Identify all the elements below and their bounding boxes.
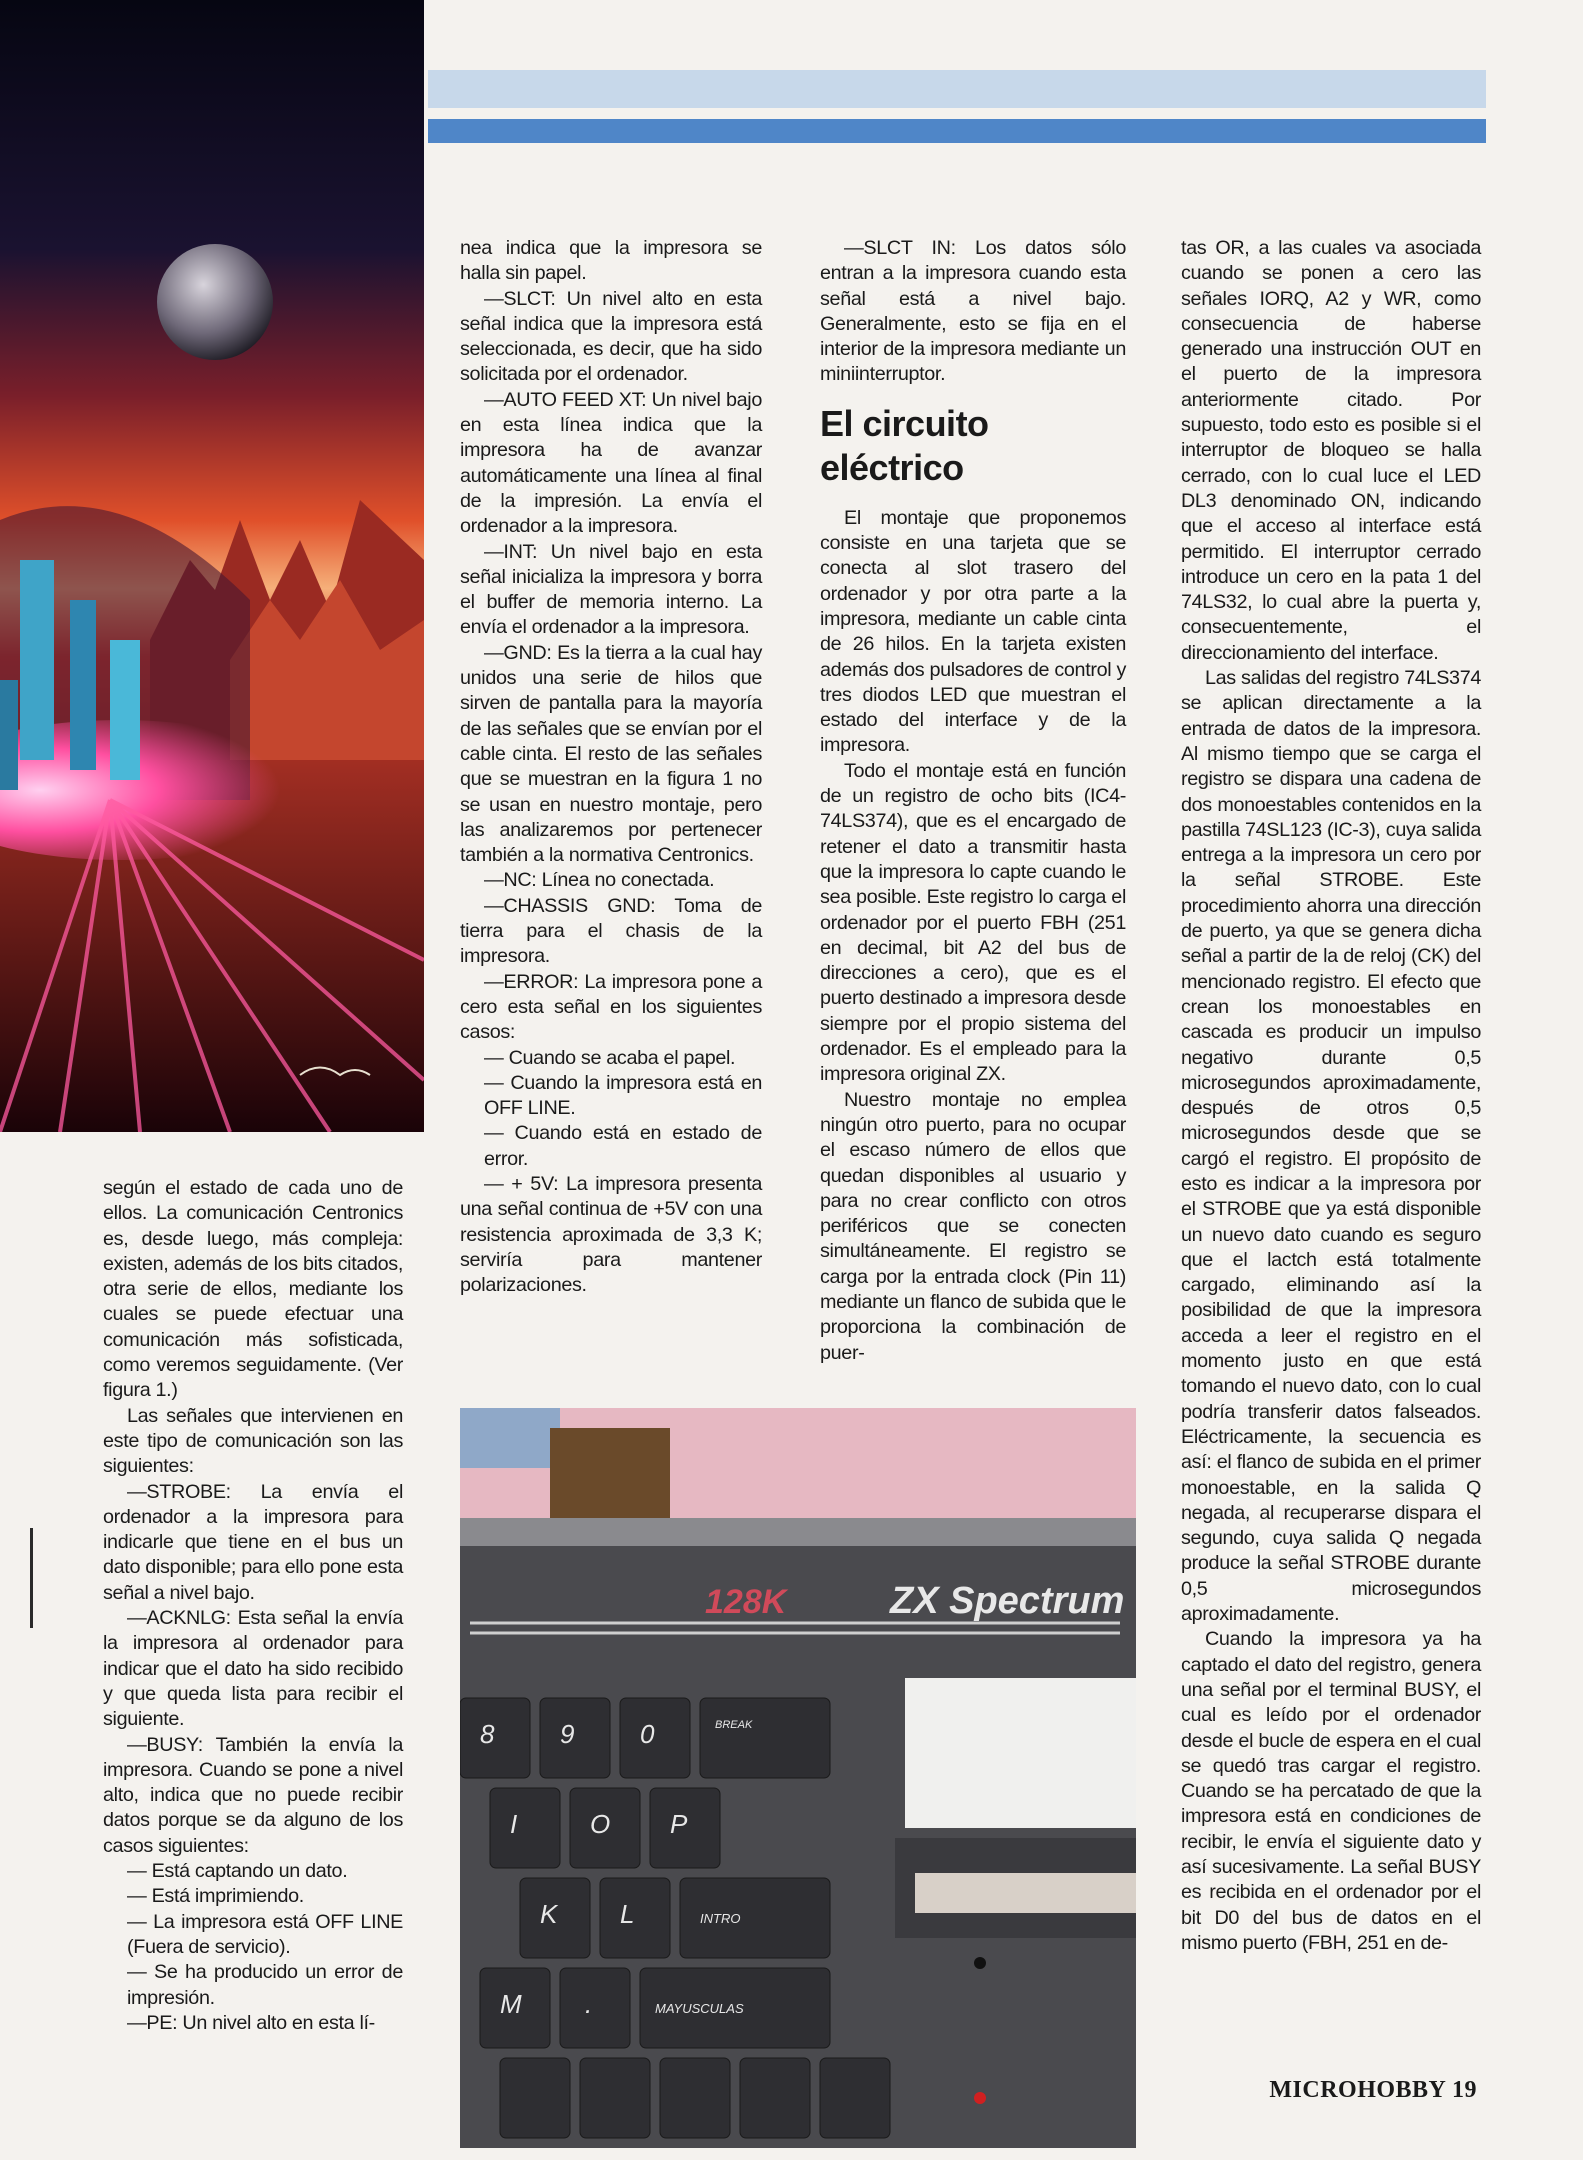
paragraph: Todo el montaje está en función de un registro de ocho bits (IC4-74LS374), que es el encargado de retener el dato a transmitir hasta que la impresora lo capte cuando le sea posible. Este registro lo carga el ordenador por el puerto FBH (251 en decimal, bit A2 del bus de direcciones a cero), que es el puerto destinado a impresora desde siempre por el propio sistema del ordenador. Es el empleado para la impresora original ZX. [820,759,1126,1086]
paragraph: Las señales que intervienen en este tipo de comunicación son las siguientes: [103,1404,403,1478]
list-item: — Cuando la impresora está en OFF LINE. [484,1071,762,1120]
key-label: BREAK [715,1719,753,1731]
list-item: — La impresora está OFF LINE (Fuera de servicio). [127,1910,403,1958]
paragraph: —ERROR: La impresora pone a cero esta señal en los siguientes casos: [460,970,762,1044]
header-band-light [428,70,1486,108]
list-item: — Cuando se acaba el papel. [484,1046,736,1069]
model-label: 128K [705,1583,787,1621]
paragraph: tas OR, a las cuales va asociada cuando se ponen a cero las señales IORQ, A2 y WR, como consecuencia de haberse generado una instrucción OUT en el puerto de la impresora anteriormente citado. Por supuesto, todo esto es posible si el interruptor de bloqueo se halla cerrado, con lo cual luce el LED DL3 denominado ON, indicando que el acceso al interface está permitido. El interruptor cerrado introduce un cero en la pata 1 del 74LS32, lo cual abre la puerta y, consecuentemente, el direccionamiento del interface. [1181,237,1481,664]
paragraph: —SLCT IN: Los datos sólo entran a la impresora cuando esta señal está a nivel bajo. Generalmente, esto se fija en el interior de la impresora mediante un miniinterruptor. [820,237,1126,386]
text-column-3 [820,236,1126,1366]
key-label: MAYUSCULAS [655,2001,744,2016]
paragraph: —ACKNLG: Esta señal la envía la impresora al ordenador para indicar que el dato ha sido recibido y que queda lista para recibir el siguiente. [103,1607,403,1731]
key-label: K [540,1899,558,1929]
header-band-dark [428,119,1486,143]
paragraph: Las salidas del registro 74LS374 se aplican directamente a la entrada de datos de la impresora. Al mismo tiempo que se carga el registro se dispara una cadena de dos monoestables contenidos en la pastilla 74SL123 (IC-3), cuya salida entrega a la impresora un cero por la señal STROBE. Este procedimiento ahorra una dirección de puerto, ya que se genera dicha señal a partir de la de reloj (CK) del mencionado registro. El efecto que crean los monoestables en cascada es producir un impulso negativo durante 0,5 microsegundos aproximadamente, después de otros 0,5 microsegundos desde que se cargó el registro. El propósito de esto es indicar a la impresora por el STROBE que ya está disponible un nuevo dato cuando es seguro que el lactch está totalmente cargado, eliminando así la posibilidad de que la impresora acceda a leer el registro en el momento justo en que está tomando el nuevo dato, con lo cual podría transferir datos falseados. Eléctricamente, la secuencia es así: el flanco de subida en el primer monoestable, en la salida Q negada, al recuperarse dispara el segundo, cuya salida Q negada produce la señal STROBE durante 0,5 microsegundos aproximadamente. [1181,667,1481,1626]
text-column-1 [103,1176,403,2036]
paragraph: —GND: Es la tierra a la cual hay unidos una serie de hilos que sirven de pantalla para la mayoría de las señales que se envían por el cable cinta. El resto de las señales que se muestran en la figura 1 no se usan en nuestro montaje, pero las analizaremos por pertenecer también a la normativa Centronics. [460,641,762,867]
text-column-4 [1181,236,1481,1956]
list-item: — Cuando está en estado de error. [484,1122,762,1170]
paragraph: —NC: Línea no conectada. [484,869,715,892]
text-column-2 [460,236,762,1298]
list-item: — Se ha producido un error de impresión. [127,1961,403,2009]
key-label: L [620,1899,635,1929]
page-footer: MICROHOBBY 19 [1269,2077,1477,2103]
binding-mark [30,1528,33,1628]
key-label: 9 [560,1719,575,1749]
paragraph: Nuestro montaje no emplea ningún otro puerto, para no ocupar el escaso número de ellos que quedan disponibles al usuario y para no crear conflicto con otros periféricos que se conecten simultáneamente. El registro se carga por la entrada clock (Pin 11) mediante un flanco de subida que le proporciona la combinación de puer- [820,1088,1126,1364]
paragraph: Cuando la impresora ya ha captado el dato del registro, genera una señal por el terminal BUSY, el cual es leído por el ordenador desde el bucle de espera en el cual se quedó tras cargar el registro. Cuando se ha percatado de que la impresora está en condiciones de recibir, le envía el siguiente dato y así sucesivamente. La señal BUSY es recibida en el ordenador por el bit D0 del bus de datos en el mismo puerto (FBH, 251 en de- [1181,1628,1481,1954]
list-item: — Está captando un dato. [127,1860,348,1883]
paragraph: El montaje que proponemos consiste en una tarjeta que se conecta al slot trasero del ordenador y por otra parte a la impresora, mediante un cable cinta de 26 hilos. En la tarjeta existen además dos pulsadores de control y tres diodos LED que muestran el estado del interface y de la impresora. [820,506,1126,757]
key-label: 8 [480,1719,495,1749]
key-label: INTRO [700,1911,741,1926]
zx-spectrum-photo [460,1408,1136,2148]
paragraph: —SLCT: Un nivel alto en esta señal indica que la impresora está seleccionada, es decir, que ha sido solicitada por el ordenador. [460,287,762,386]
brand-label: ZX Spectrum [890,1580,1125,1622]
key-label: I [510,1809,518,1839]
paragraph: —CHASSIS GND: Toma de tierra para el chasis de la impresora. [460,894,762,968]
paragraph: —PE: Un nivel alto en esta lí- [127,2011,375,2034]
key-label: P [670,1809,688,1839]
paragraph: nea indica que la impresora se halla sin papel. [460,237,762,285]
key-label: 0 [640,1719,655,1749]
paragraph: — + 5V: La impresora presenta una señal continua de +5V con una resistencia aproximada de 3,3 K; serviría para mantener polarizaciones. [460,1172,762,1297]
paragraph: —BUSY: También la envía la impresora. Cuando se pone a nivel alto, indica que no puede recibir datos porque se da alguno de los casos siguientes: [103,1733,403,1857]
scifi-illustration [0,0,424,1132]
paragraph: —AUTO FEED XT: Un nivel bajo en esta línea indica que la impresora ha de avanzar automáticamente una línea al final de la impresión. La envía el ordenador a la impresora. [460,388,762,538]
paragraph: —STROBE: La envía el ordenador a la impresora para indicarle que tiene en el bus un dato disponible; para ello pone esta señal a nivel bajo. [103,1480,403,1604]
key-label: . [585,1989,593,2019]
list-item: — Está imprimiendo. [127,1885,304,1908]
key-label: M [500,1989,522,2019]
paragraph: —INT: Un nivel bajo en esta señal inicializa la impresora y borra el buffer de memoria interno. La envía el ordenador a la impresora. [460,540,762,639]
paragraph: según el estado de cada uno de ellos. La comunicación Centronics es, desde luego, más compleja: existen, además de los bits citados, otra serie de ellos, mediante los cuales se puede efectuar una comunicación más sofisticada, como veremos seguidamente. (Ver figura 1.) [103,1177,403,1402]
key-label: O [590,1809,611,1839]
section-heading: El circuito eléctrico [820,402,989,488]
